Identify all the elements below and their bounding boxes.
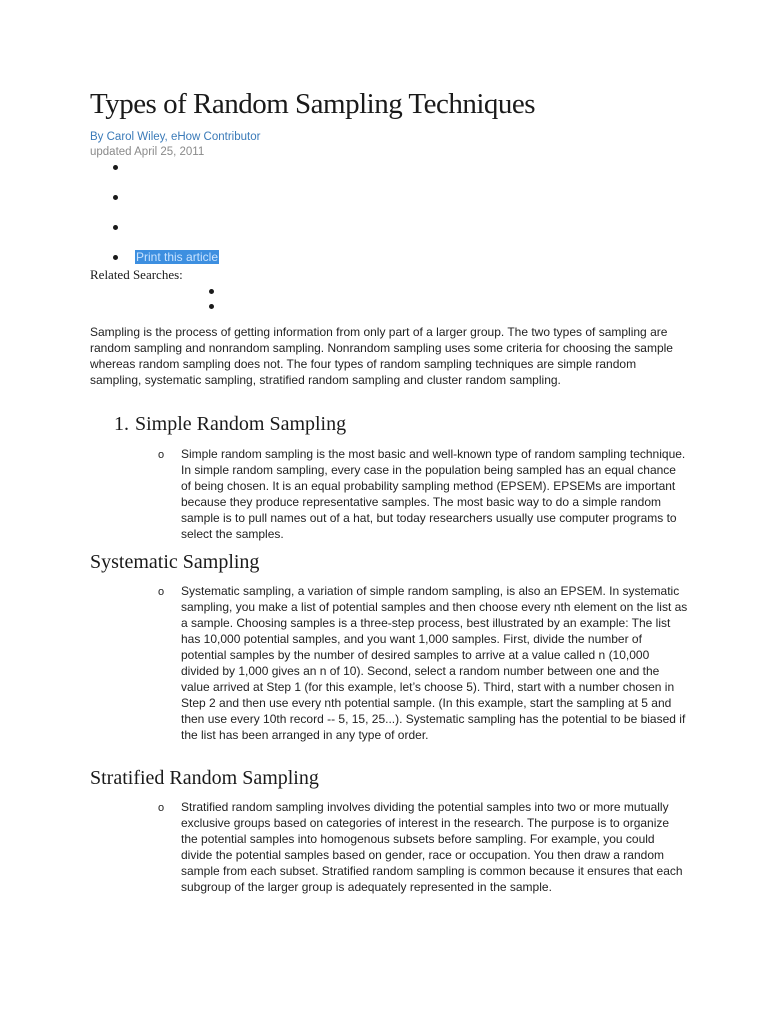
article-title: Types of Random Sampling Techniques [90,88,536,120]
section-paragraph: Systematic sampling, a variation of simple random sampling, is also an EPSEM. In systematic sampling, you make a list of potential samples and then choose every nth element on the list as a sample. Choosing samples is a three-step process, best illustrated by an example: The list has 10,000 potential samples, and you want 1,000 samples. First, divide the number of potential samples by the number of desired samples to arrive at a value called n (10,000 divided by 1,000 gives an n of 10). Second, select a random number between one and the value arrived at Step 1 (for this example, let’s choose 5). Third, start with a number chosen in Step 2 and then use every nth potential sample. (In this example, start the sampling at 5 and then use every 10th record -- 5, 15, 25...). Systematic sampling has the potential to be biased if the list has been arranged in any type of order. [181,584,688,742]
section-heading-simple-random [114,413,346,436]
list-item [209,302,219,317]
section-paragraph: Simple random sampling is the most basic and well-known type of random sampling technique. In simple random sampling, every case in the population being sampled has an equal chance of being chosen. It is an equal probability sampling method (EPSEM). EPSEMs are important because they produce representative samples. The most basic way to do a simple random sample is to pull names out of a hat, but today researchers usually use computer programs to select the samples. [181,447,686,541]
print-article-link[interactable]: Print this article [136,250,219,264]
section-heading-text: Simple Random Sampling [135,413,347,435]
bullet-icon [209,304,214,309]
section-heading-systematic: Systematic Sampling [90,551,260,573]
related-searches-label: Related Searches: [90,267,183,282]
author-byline[interactable]: By Carol Wiley, eHow Contributor [90,131,261,143]
intro-paragraph: Sampling is the process of getting information from only part of a larger group. The two types of sampling are random sampling and nonrandom sampling. Nonrandom sampling uses some criteria for choosing the sample whereas random sampling does not. The four types of random sampling techniques are simple random sampling, systematic sampling, stratified random sampling and cluster random sampling. [90,325,673,387]
list-item [209,287,219,302]
bullet-icon [113,255,118,260]
bullet-icon [113,165,118,170]
updated-date: updated April 25, 2011 [90,146,205,158]
bullet-icon [113,195,118,200]
section-number: 1. [114,413,129,435]
section-heading-stratified: Stratified Random Sampling [90,767,319,789]
sub-bullet-icon: o [158,449,165,461]
bullet-icon [209,289,214,294]
section-paragraph: Stratified random sampling involves dividing the potential samples into two or more mutually exclusive groups based on categories of interest in the research. The purpose is to organize the potential samples into homogenous subsets before sampling. For example, you could divide the potential samples based on gender, race or occupation. You then draw a random sample from each subset. Stratified random sampling is common because it ensures that each subgroup of the larger group is adequately represented in the sample. [181,800,683,894]
sub-bullet-icon: o [158,802,165,814]
sub-bullet-icon: o [158,586,165,598]
related-searches-list [209,287,219,317]
bullet-icon [113,225,118,230]
